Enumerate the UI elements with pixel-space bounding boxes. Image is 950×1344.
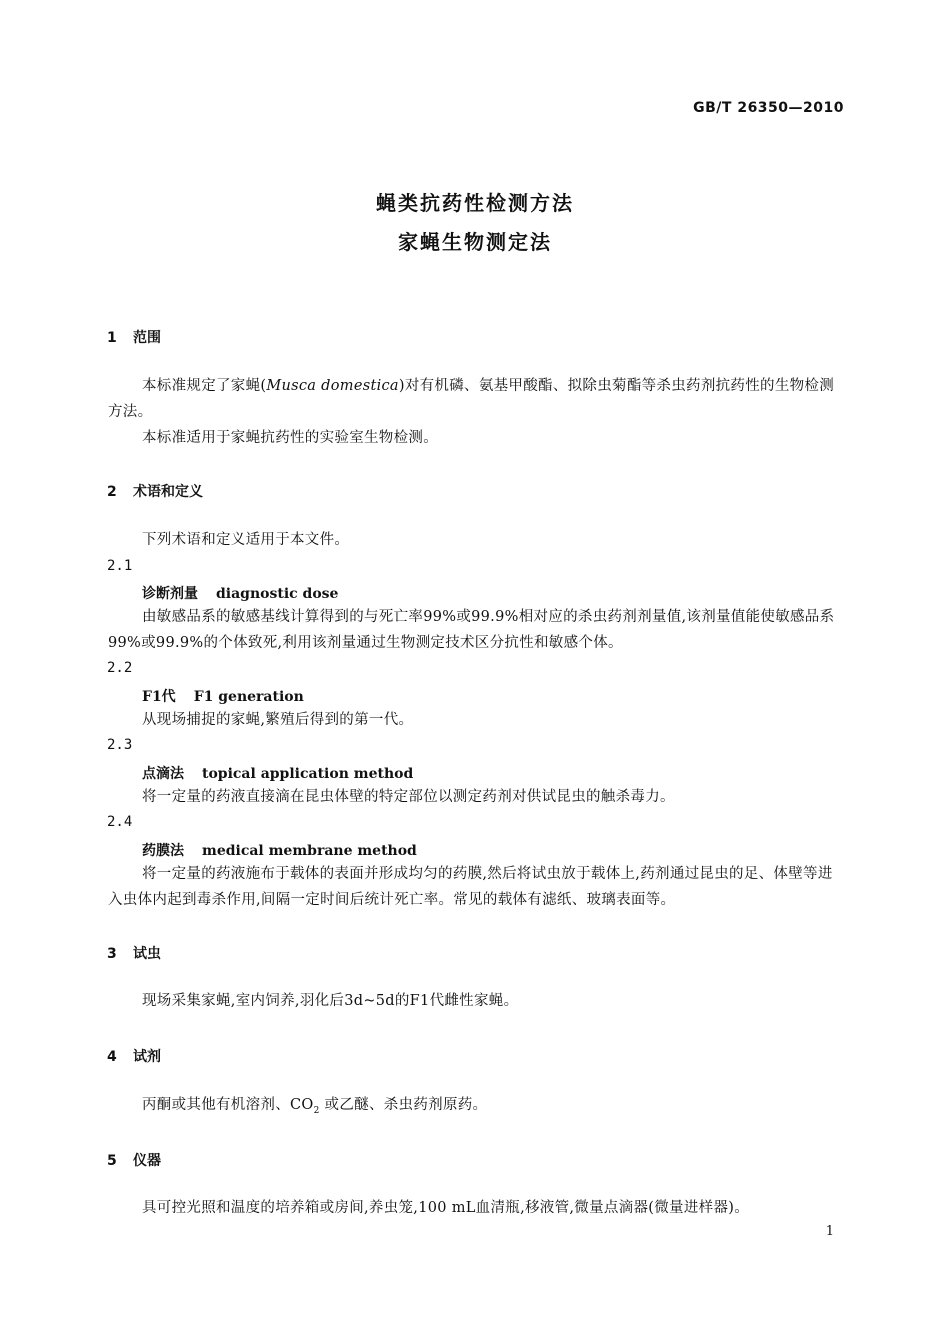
subscript: 2 — [313, 1105, 320, 1116]
text: 本标准规定了家蝇( — [142, 378, 267, 394]
term-en: diagnostic dose — [216, 586, 339, 602]
section-number: 2 — [107, 484, 117, 500]
section-title: 仪器 — [133, 1153, 161, 1169]
term-2-3-number: 2.3 — [107, 737, 133, 753]
section-number: 1 — [107, 330, 117, 346]
page-number: 1 — [825, 1224, 834, 1239]
section-2-intro: 下列术语和定义适用于本文件。 — [142, 532, 350, 548]
term-2-2-heading — [142, 686, 304, 706]
term-zh: 诊断剂量 — [142, 586, 198, 602]
section-1-paragraph-1 — [108, 373, 844, 425]
section-number: 3 — [107, 946, 117, 962]
term-zh: 药膜法 — [142, 843, 184, 859]
standard-code: GB/T 26350—2010 — [693, 100, 844, 116]
text: 丙酮或其他有机溶剂、CO — [142, 1097, 314, 1113]
text: )对有机磷、氨基甲酸酯、拟除虫菊酯等杀虫药剂抗药性的生物检测方法。 — [108, 378, 835, 420]
term-en: medical membrane method — [202, 843, 417, 859]
species-name: Musca domestica — [266, 378, 399, 394]
section-3-heading — [107, 943, 161, 963]
term-en: F1 generation — [193, 689, 304, 705]
term-2-3-definition: 将一定量的药液直接滴在昆虫体壁的特定部位以测定药剂对供试昆虫的触杀毒力。 — [142, 789, 675, 805]
term-2-1-definition: 由敏感品系的敏感基线计算得到的与死亡率99%或99.9%相对应的杀虫药剂剂量值,该剂量值能使敏感品系99%或99.9%的个体致死,利用该剂量通过生物测定技术区分抗性和敏感个体。 — [108, 609, 835, 651]
section-4-heading — [107, 1046, 161, 1066]
section-5-paragraph: 具可控光照和温度的培养箱或房间,养虫笼,100 mL血清瓶,移液管,微量点滴器(微量进样器)。 — [142, 1200, 750, 1216]
section-5-heading — [107, 1150, 161, 1170]
term-2-4-number: 2.4 — [107, 814, 133, 830]
term-zh: F1代 — [142, 689, 176, 705]
document-title: 蝇类抗药性检测方法 — [376, 191, 574, 215]
section-title: 试虫 — [133, 946, 161, 962]
term-2-2-number: 2.2 — [107, 660, 133, 676]
section-number: 4 — [107, 1049, 117, 1065]
term-2-1-heading — [142, 583, 338, 603]
term-2-4-definition: 将一定量的药液施布于载体的表面并形成均匀的药膜,然后将试虫放于载体上,药剂通过昆虫的足、体壁等进入虫体内起到毒杀作用,间隔一定时间后统计死亡率。常见的载体有滤纸、玻璃表面等。 — [108, 866, 833, 908]
term-en: topical application method — [202, 766, 414, 782]
section-3-paragraph: 现场采集家蝇,室内饲养,羽化后3d~5d的F1代雌性家蝇。 — [142, 993, 519, 1009]
term-zh: 点滴法 — [142, 766, 184, 782]
section-4-paragraph — [108, 1092, 844, 1124]
section-1-paragraph-2: 本标准适用于家蝇抗药性的实验室生物检测。 — [142, 430, 438, 446]
section-title: 范围 — [133, 330, 161, 346]
section-1-heading — [107, 327, 161, 347]
document-subtitle: 家蝇生物测定法 — [398, 230, 552, 254]
term-2-2-definition: 从现场捕捉的家蝇,繁殖后得到的第一代。 — [142, 712, 414, 728]
section-number: 5 — [107, 1153, 117, 1169]
section-2-heading — [107, 481, 203, 501]
term-2-3-heading — [142, 763, 413, 783]
term-2-4-heading — [142, 840, 417, 860]
section-title: 试剂 — [133, 1049, 161, 1065]
text: 或乙醚、杀虫药剂原药。 — [324, 1097, 488, 1113]
section-title: 术语和定义 — [133, 484, 203, 500]
term-2-1-number: 2.1 — [107, 558, 133, 574]
